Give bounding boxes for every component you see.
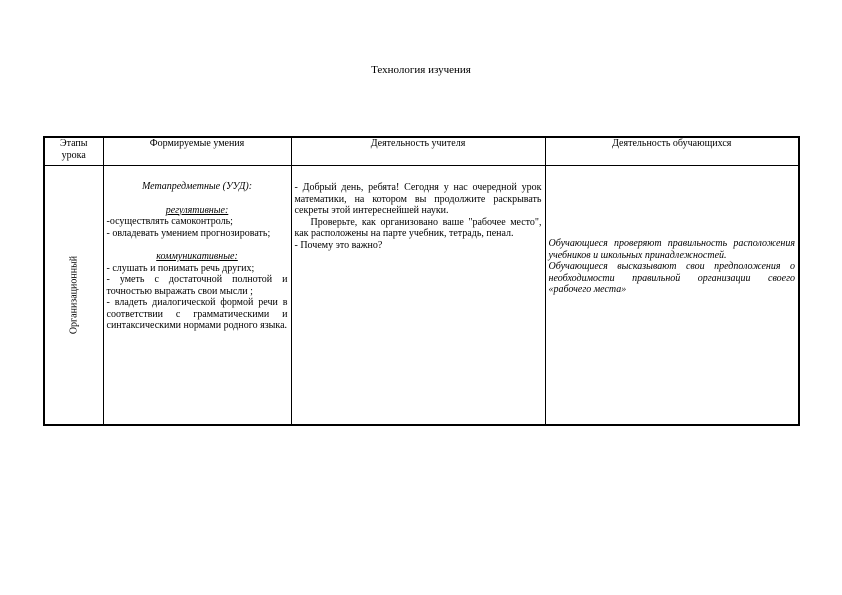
students-cell (545, 166, 799, 426)
communicative-heading: коммуникативные: (156, 251, 238, 262)
teacher-paragraph: - Почему это важно? (294, 239, 383, 251)
regulative-heading: регулятивные: (165, 204, 229, 216)
communicative-item: - уметь с достаточной полнотой и точностью выражать свои мысли ; (106, 274, 288, 297)
communicative-item: - владеть диалогической формой речи в соответствии с грамматическими и синтаксическими нормами родного языка. (106, 297, 288, 331)
regulative-item: - овладевать умением прогнозировать; (106, 227, 271, 239)
header-teacher: Деятельность учителя (291, 137, 545, 166)
communicative-item: - слушать и понимать речь других; (106, 262, 255, 274)
meta-heading: Метапредметные (УУД): (141, 181, 253, 192)
header-skills: Формируемые умения (103, 137, 291, 166)
table-row (44, 166, 799, 426)
teacher-paragraph: Проверьте, как организовано ваше "рабочее место", как расположены на парте учебник, тетрадь, пенал. (294, 216, 542, 239)
regulative-item: -осуществлять самоконтроль; (106, 216, 233, 227)
stage-cell (44, 166, 103, 426)
table-header-row (44, 137, 799, 166)
header-students: Деятельность обучающихся (545, 137, 799, 166)
students-paragraph: Обучающиеся высказывают свои предположения о необходимости правильной организации своего «рабочего места» (548, 261, 795, 295)
students-paragraph: Обучающиеся проверяют правильность расположения учебников и школьных принадлежностей. (548, 238, 795, 261)
lesson-table (43, 136, 800, 426)
stage-label: Организационный (68, 255, 79, 335)
header-stages: Этапы урока (44, 137, 103, 166)
teacher-paragraph: - Добрый день, ребята! Сегодня у нас очередной урок математики, на котором вы продолжите раскрывать секреты этой интереснейшей науки. (294, 182, 542, 216)
skills-cell (103, 166, 291, 426)
document-title: Технология изучения (371, 64, 471, 76)
teacher-cell (291, 166, 545, 426)
